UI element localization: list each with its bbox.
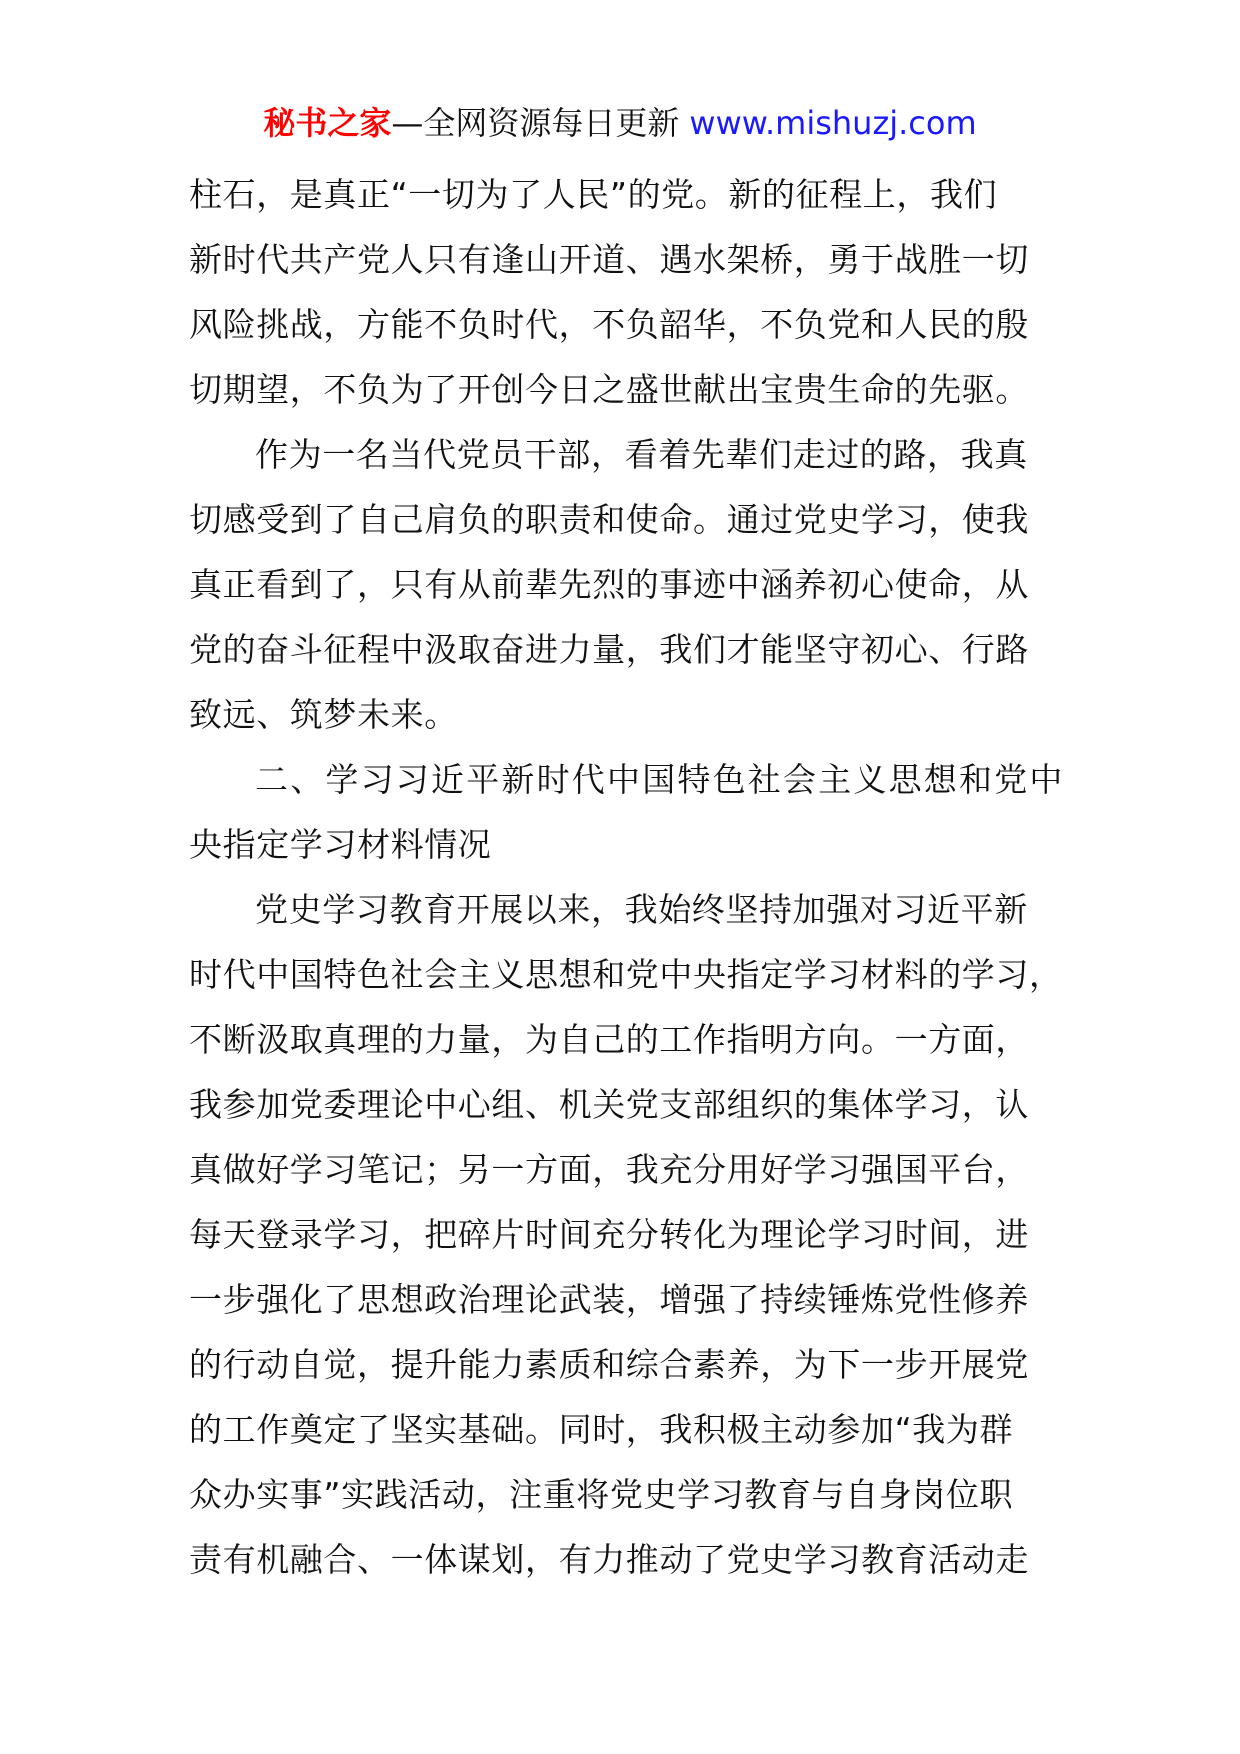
text-line: 众办实事”实践活动，注重将党史学习教育与自身岗位职 — [189, 1475, 1014, 1514]
text-line: 柱石，是真正“一切为了人民”的党。新的征程上，我们 — [189, 175, 998, 214]
document-body — [189, 162, 1109, 1592]
site-watermark-header — [0, 100, 1240, 146]
header-url-link[interactable]: www.mishuzj.com — [689, 104, 977, 142]
text-line: 的行动自觉，提升能力素质和综合素养，为下一步开展党 — [189, 1345, 1029, 1384]
brand-name: 秘书之家 — [263, 104, 392, 142]
text-line: 每天登录学习，把碎片时间充分转化为理论学习时间，进 — [189, 1215, 1029, 1254]
paragraph-start-line: 作为一名当代党员干部，看着先辈们走过的路，我真 — [255, 435, 1028, 474]
text-line: 一步强化了思想政治理论武装，增强了持续锤炼党性修养 — [189, 1280, 1029, 1319]
text-line: 风险挑战，方能不负时代，不负韶华，不负党和人民的殷 — [189, 305, 1029, 344]
text-line: 的工作奠定了坚实基础。同时，我积极主动参加“我为群 — [189, 1410, 1014, 1449]
text-line: 我参加党委理论中心组、机关党支部组织的集体学习，认 — [189, 1085, 1029, 1124]
text-line: 切感受到了自己肩负的职责和使命。通过党史学习，使我 — [189, 500, 1029, 539]
text-line: 致远、筑梦未来。 — [189, 695, 458, 734]
text-line: 真正看到了，只有从前辈先烈的事迹中涵养初心使命，从 — [189, 565, 1029, 604]
header-slogan: —全网资源每日更新 — [391, 104, 680, 142]
text-line: 党的奋斗征程中汲取奋进力量，我们才能坚守初心、行路 — [189, 630, 1029, 669]
text-line: 真做好学习笔记；另一方面，我充分用好学习强国平台， — [189, 1150, 1029, 1189]
text-line: 不断汲取真理的力量，为自己的工作指明方向。一方面， — [189, 1020, 1029, 1059]
section-heading-line: 二、学习习近平新时代中国特色社会主义思想和党中 — [255, 760, 1065, 799]
text-line: 责有机融合、一体谋划，有力推动了党史学习教育活动走 — [189, 1540, 1029, 1579]
text-line: 时代中国特色社会主义思想和党中央指定学习材料的学习， — [189, 955, 1063, 994]
paragraph-start-line: 党史学习教育开展以来，我始终坚持加强对习近平新 — [255, 890, 1028, 929]
text-line: 切期望，不负为了开创今日之盛世献出宝贵生命的先驱。 — [189, 370, 1029, 409]
text-line: 新时代共产党人只有逢山开道、遇水架桥，勇于战胜一切 — [189, 240, 1029, 279]
section-heading-line: 央指定学习材料情况 — [189, 825, 492, 864]
